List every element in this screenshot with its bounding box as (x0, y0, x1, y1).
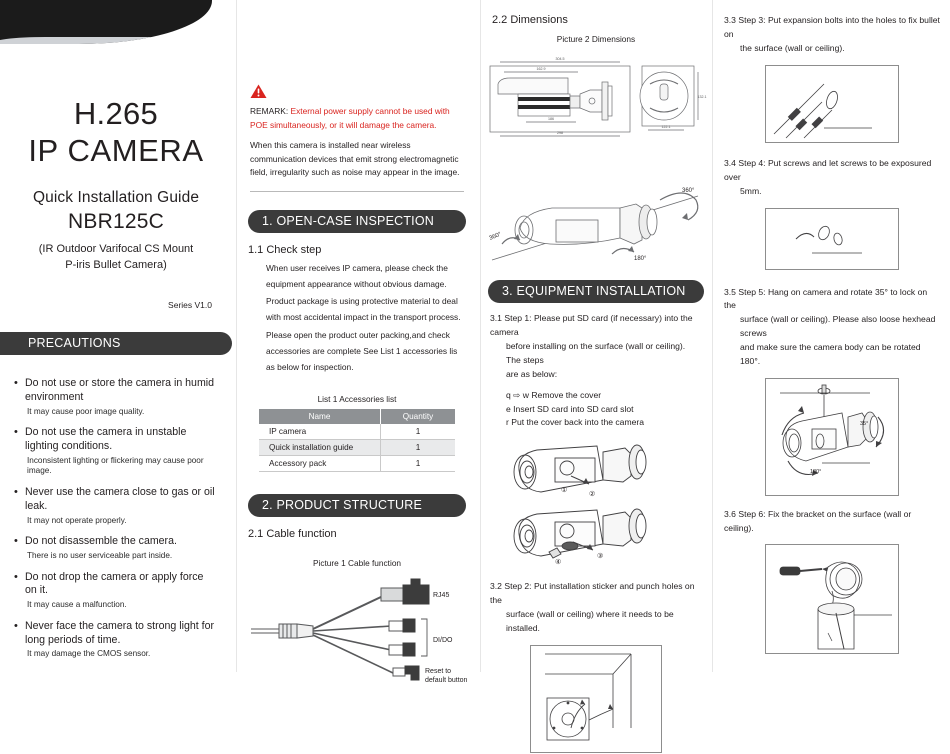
precautions-list (14, 377, 218, 660)
figure-caption-dimensions: Picture 2 Dimensions (556, 34, 636, 44)
column-dimensions-installation (482, 0, 710, 672)
check-step-paragraph-2: Please open the product outer packing,and check accessories are complete See List 1 accessories lis as below for inspection. (266, 329, 458, 372)
step2-line2: surface (wall or ceiling) where it needs to be installed. (506, 609, 674, 634)
section-header-product-structure: 2. PRODUCT STRUCTURE (248, 494, 466, 517)
precaution-main: • Do not drop the camera or apply force on it. (14, 571, 218, 599)
step3-line2: the surface (wall or ceiling). (740, 42, 845, 53)
svg-text:122.1: 122.1 (661, 125, 671, 129)
column-header-quantity: Quantity (381, 409, 455, 424)
svg-text:186: 186 (548, 117, 554, 121)
remark-warning-text: External power supply cannot be used with POE simultaneously, or it will damage the camera. (250, 106, 450, 130)
svg-text:304.5: 304.5 (555, 57, 565, 61)
table-row (259, 455, 455, 471)
step1-line1: 3.1 Step 1: Please put SD card (if necessary) into the camera (490, 313, 693, 337)
step5-line3: and make sure the camera body can be rotated 180°. (740, 342, 921, 367)
dimensions-drawing (484, 50, 710, 180)
section-header-equipment-installation: 3. EQUIPMENT INSTALLATION (488, 280, 704, 303)
cable-label-rj45: RJ45 (433, 591, 450, 599)
step3-line1: 3.3 Step 3: Put expansion bolts into the holes to fix bullet on (724, 15, 940, 39)
step2-text (490, 580, 702, 636)
step1-bullet-1: q ⇨ w Remove the cover (506, 389, 602, 400)
callout-3: ③ (597, 553, 604, 561)
precaution-main: • Do not use the camera in unstable lighting conditions. (14, 426, 218, 454)
column-inspection (238, 0, 476, 684)
column-divider-3 (712, 0, 713, 672)
page-title-codec: H.265 (73, 96, 159, 131)
precaution-sub: There is no user serviceable part inside. (27, 551, 173, 561)
rotation-label-pan: 360° (682, 188, 695, 194)
step3-text (724, 14, 940, 56)
cell-accessory-qty: 1 (381, 455, 455, 471)
figure-caption-cable: Picture 1 Cable function (312, 557, 402, 568)
step4-line2: 5mm. (740, 185, 762, 196)
cable-label-di-do: DI/DO (433, 636, 453, 644)
cell-accessory-name: Accessory pack (259, 455, 381, 471)
step1-bullet-2: e Insert SD card into SD card slot (506, 403, 634, 414)
step5-text (724, 286, 940, 370)
table-row (259, 424, 455, 440)
precaution-item (14, 535, 218, 561)
section-header-open-case-inspection: 1. OPEN-CASE INSPECTION (248, 210, 466, 233)
precaution-main: • Never face the camera to strong light for long periods of time. (14, 620, 218, 648)
column-divider-2 (480, 0, 481, 672)
screws-diagram (766, 209, 900, 271)
rotation-label-tilt: 180° (634, 256, 647, 262)
precaution-sub: Inconsistent lighting or flickering may cause poor image. (27, 455, 204, 476)
section-header-precautions: PRECAUTIONS (0, 332, 232, 355)
expansion-bolts-diagram (766, 66, 900, 144)
precaution-sub: It may cause a malfunction. (27, 600, 127, 610)
step1-line2: before installing on the surface (wall or ceiling). The steps (506, 340, 686, 365)
subheading-check-step: 1.1 Check step (248, 244, 322, 257)
figure-fix-bracket (765, 544, 899, 654)
column-header-name: Name (259, 409, 381, 424)
remark-note: When this camera is installed near wireless communication devices that emit strong electromagnetic field, irregularity such as noise may appear in the image. (250, 140, 460, 178)
hang-rotate-diagram (766, 379, 900, 497)
series-version: Series V1.0 (168, 300, 212, 311)
warning-triangle-icon (250, 84, 267, 99)
sd-card-install-diagram (485, 436, 707, 576)
step1-line3: are as below: (506, 368, 558, 379)
cable-label-reset-2: default button (425, 676, 468, 684)
callout-1: ① (561, 487, 568, 495)
precaution-sub: It may damage the CMOS sensor. (27, 649, 151, 659)
divider-rule (250, 191, 464, 192)
callout-4: ④ (555, 559, 562, 567)
precaution-item (14, 571, 218, 611)
accessories-table (259, 409, 455, 472)
precaution-sub: It may not operate properly. (27, 515, 127, 525)
column-steps (714, 0, 950, 672)
svg-text:162.9: 162.9 (536, 67, 546, 71)
cable-label-reset-1: Reset to (425, 667, 452, 675)
precaution-item (14, 620, 218, 660)
model-number: NBR125C (68, 210, 164, 234)
figure-screws (765, 208, 899, 270)
check-step-paragraph-1: When user receives IP camera, please check the equipment appearance without obvious damage. Product package is using protective material to deal with most accidental impact in the transport process. (266, 263, 461, 323)
column-cover (0, 0, 232, 672)
figure-hang-rotate (765, 378, 899, 496)
rotate-label-35: 35° (860, 421, 869, 428)
rotate-label-180: 180° (810, 469, 822, 476)
rotation-label-roll: 360° (488, 231, 503, 242)
step4-line1: 3.4 Step 4: Put screws and let screws to be exposured over (724, 157, 932, 182)
product-description-line1: (IR Outdoor Varifocal CS Mount (38, 243, 194, 256)
punch-holes-diagram (531, 646, 663, 754)
cable-function-diagram (243, 574, 471, 684)
step6-text (724, 508, 940, 536)
fix-bracket-diagram (766, 545, 900, 655)
cell-accessory-qty: 1 (381, 424, 455, 440)
precaution-main: • Do not disassemble the camera. (14, 535, 218, 549)
figure-expansion-bolts (765, 65, 899, 143)
figure-punch-holes (530, 645, 662, 753)
cell-accessory-name: IP camera (259, 424, 381, 440)
product-description-line2: P-iris Bullet Camera) (65, 259, 167, 272)
remark-label: REMARK: (250, 106, 289, 116)
step2-line1: 3.2 Step 2: Put installation sticker and punch holes on the (490, 581, 695, 606)
step5-line1: 3.5 Step 5: Hang on camera and rotate 35° to lock on the (724, 286, 928, 311)
cell-accessory-name: Quick installation guide (259, 439, 381, 455)
step1-text (490, 312, 702, 382)
subheading-dimensions: 2.2 Dimensions (492, 14, 568, 26)
precaution-main: • Do not use or store the camera in humid environment (14, 377, 218, 405)
table-row (259, 439, 455, 455)
precaution-main: • Never use the camera close to gas or oil leak. (14, 486, 218, 514)
precaution-sub: It may cause poor image quality. (27, 406, 145, 416)
remark-block (240, 105, 474, 180)
table-caption-accessories: List 1 Accessories list (317, 393, 397, 404)
table-header-row (259, 409, 455, 424)
column-divider-1 (236, 0, 237, 672)
step5-line2: surface (wall or ceiling). Please also loose hexhead screws (740, 314, 936, 339)
subheading-cable-function: 2.1 Cable function (248, 527, 337, 540)
step4-text (724, 157, 940, 199)
step1-bullet-3: r Put the cover back into the camera (506, 417, 645, 428)
rotation-angles-diagram (484, 182, 710, 274)
precaution-item (14, 426, 218, 477)
page-title-product: IP CAMERA (28, 132, 204, 168)
step6-line1: 3.6 Step 6: Fix the bracket on the surface (wall or ceiling). (724, 509, 912, 533)
svg-text:298: 298 (557, 131, 563, 135)
callout-2: ② (589, 491, 596, 499)
precaution-item (14, 377, 218, 417)
cell-accessory-qty: 1 (381, 439, 455, 455)
guide-subtitle: Quick Installation Guide (32, 189, 200, 207)
svg-text:132.1: 132.1 (697, 95, 707, 99)
cover-title-block (14, 96, 218, 274)
precaution-item (14, 486, 218, 526)
